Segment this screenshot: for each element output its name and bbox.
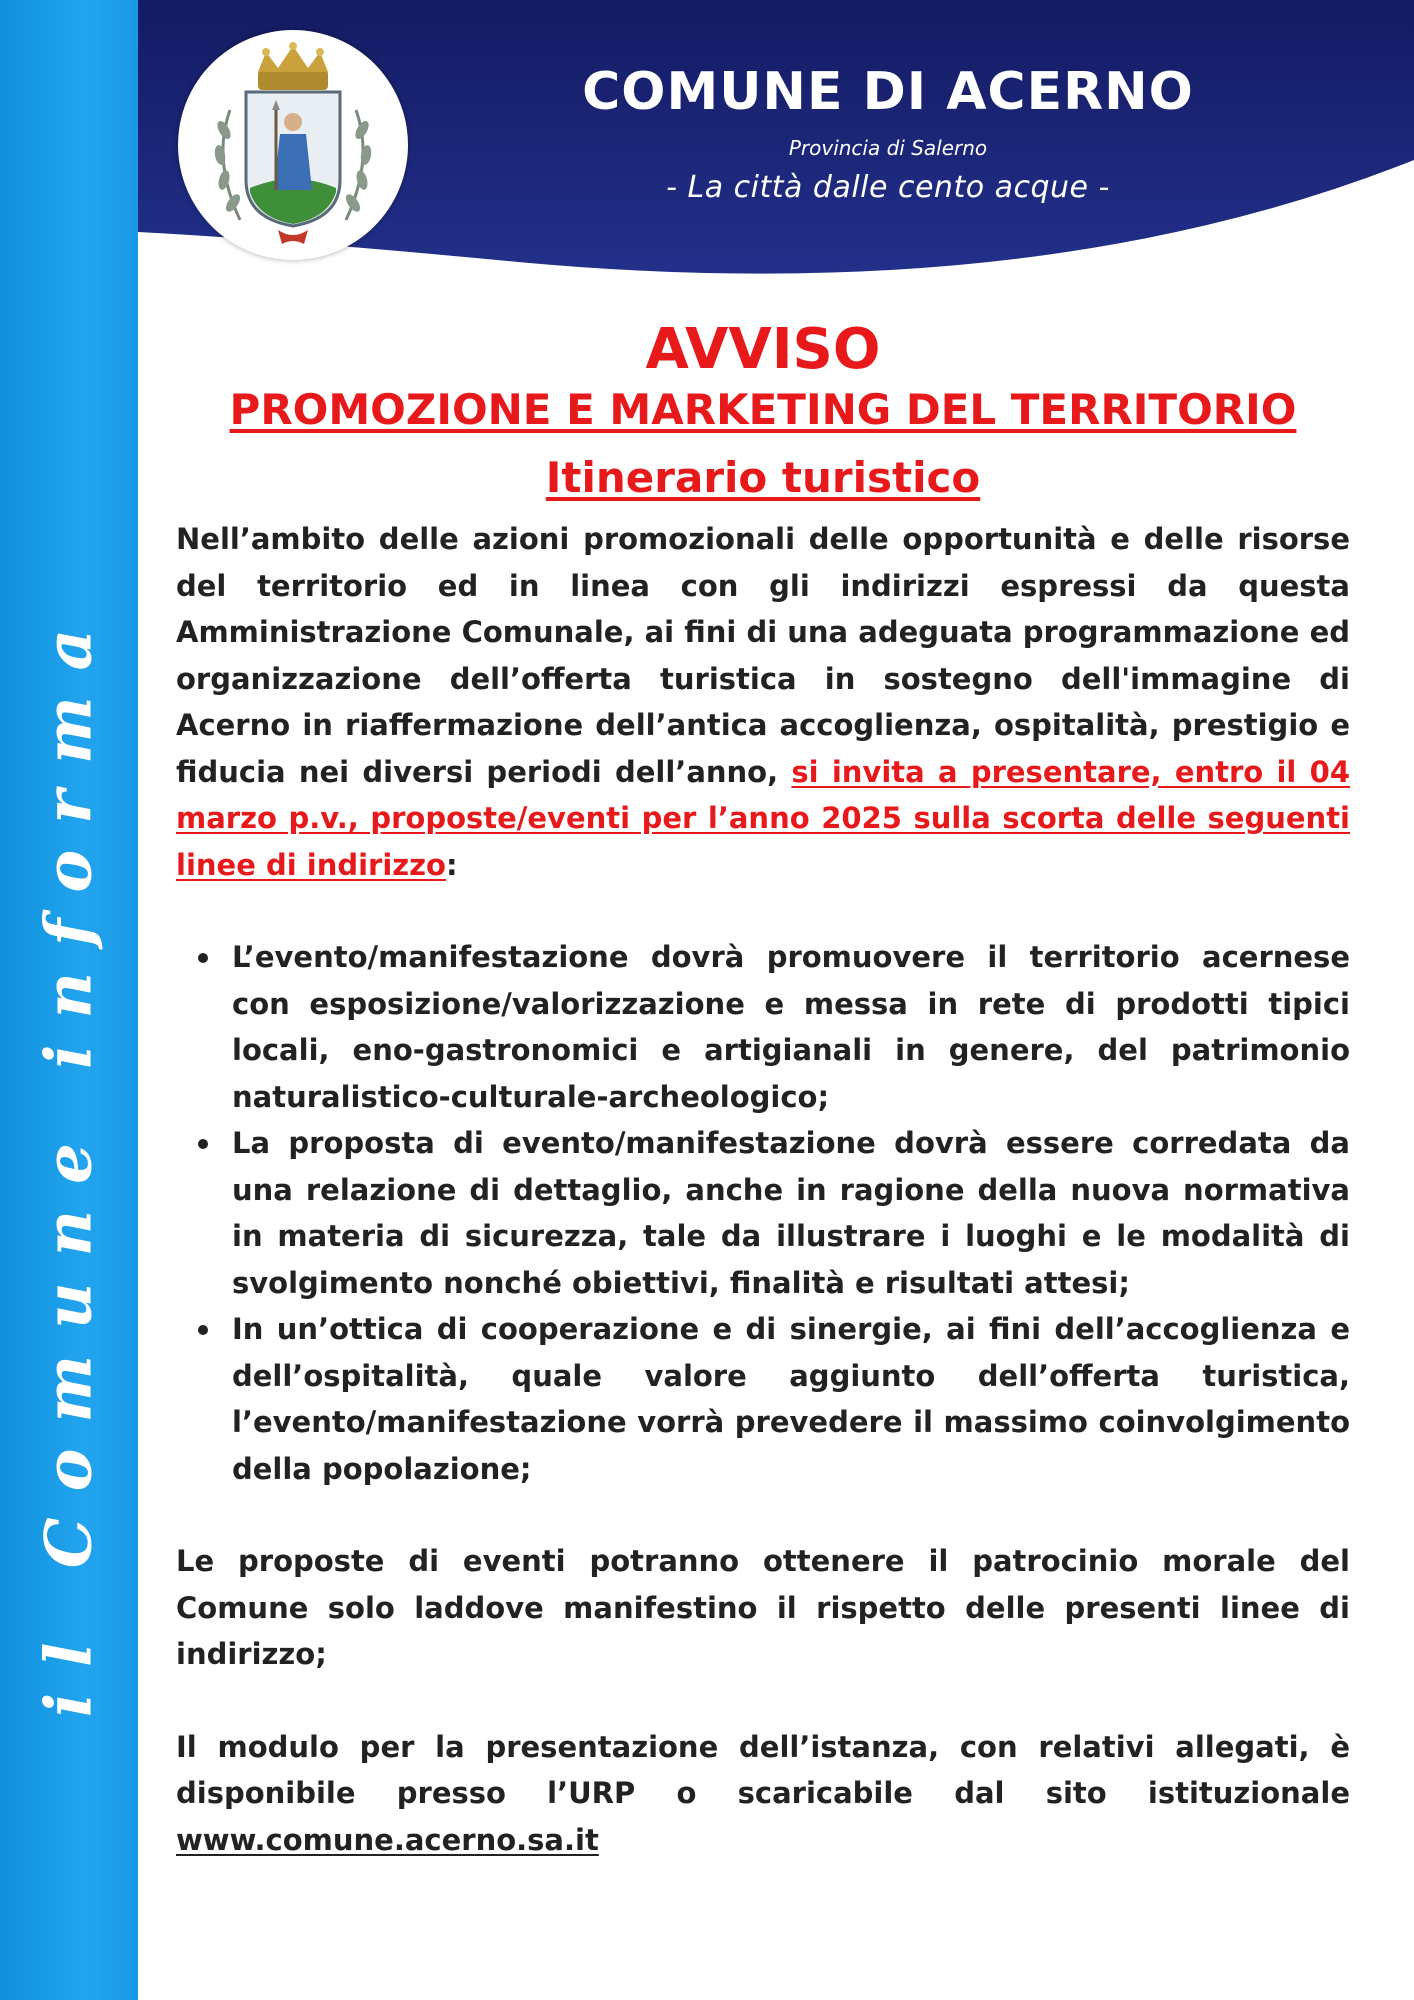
province-label: Provincia di Salerno	[788, 136, 988, 160]
guidelines-list	[176, 934, 1350, 1492]
spacer	[176, 888, 1350, 934]
spacer	[176, 1492, 1350, 1538]
list-item: L’evento/manifestazione dovrà promuovere il territorio acernese con esposizione/valorizzazione e messa in rete di prodotti tipici locali, eno-gastronomici e artigianali in genere, del patrimonio naturalistico-culturale-archeologico;	[176, 934, 1350, 1120]
website-link[interactable]: www.comune.acerno.sa.it	[176, 1822, 599, 1857]
patronage-paragraph: Le proposte di eventi potranno ottenere il patrocinio morale del Comune solo laddove manifestino il rispetto delle presenti linee di indirizzo;	[176, 1544, 1350, 1671]
intro-paragraph	[176, 516, 1350, 888]
notice-content	[176, 318, 1350, 1863]
sidebar-label: il Comune informa	[31, 602, 107, 1718]
spacer	[176, 1678, 1350, 1724]
notice-subtitle: PROMOZIONE E MARKETING DEL TERRITORIO	[229, 385, 1297, 434]
notice-body	[176, 516, 1350, 1863]
header-titles	[438, 62, 1338, 205]
header-banner	[138, 0, 1414, 290]
intro-highlight: si invita a presentare, entro il 04 marzo p.v., proposte/eventi per l’anno 2025 sulla scorta delle seguenti linee di indirizzo	[176, 754, 1350, 882]
list-item: In un’ottica di cooperazione e di sinergie, ai fini dell’accoglienza e dell’ospitalità, quale valore aggiunto dell’offerta turistica, l’evento/manifestazione vorrà prevedere il massimo coinvolgimento della popolazione;	[176, 1306, 1350, 1492]
module-paragraph	[176, 1724, 1350, 1864]
module-text: Il modulo per la presentazione dell’istanza, con relativi allegati, è disponibile presso l’URP o scaricabile dal sito istituzionale	[176, 1729, 1350, 1810]
town-motto: - La città dalle cento acque -	[666, 170, 1110, 205]
list-item: La proposta di evento/manifestazione dovrà essere corredata da una relazione di dettaglio, anche in ragione della nuova normativa in materia di sicurezza, tale da illustrare i luoghi e le modalità di svolgimento nonché obiettivi, finalità e risultati attesi;	[176, 1120, 1350, 1306]
intro-text: Nell’ambito delle azioni promozionali delle opportunità e delle risorse del territorio ed in linea con gli indirizzi espressi da questa Amministrazione Comunale, ai fini di una adeguata programmazione ed organizzazione dell’offerta turistica in sostegno dell'immagine di Acerno in riaffermazione dell’antica accoglienza, ospitalità, prestigio e fiducia nei diversi periodi dell’anno,	[176, 522, 1350, 789]
crest-medallion	[178, 30, 408, 260]
town-name: COMUNE DI ACERNO	[582, 62, 1194, 122]
coat-of-arms-icon	[178, 30, 408, 260]
notice-subtitle-2: Itinerario turistico	[545, 453, 981, 502]
notice-title: AVVISO	[645, 317, 881, 382]
sidebar-strip	[0, 0, 138, 2000]
intro-end: :	[445, 847, 458, 882]
